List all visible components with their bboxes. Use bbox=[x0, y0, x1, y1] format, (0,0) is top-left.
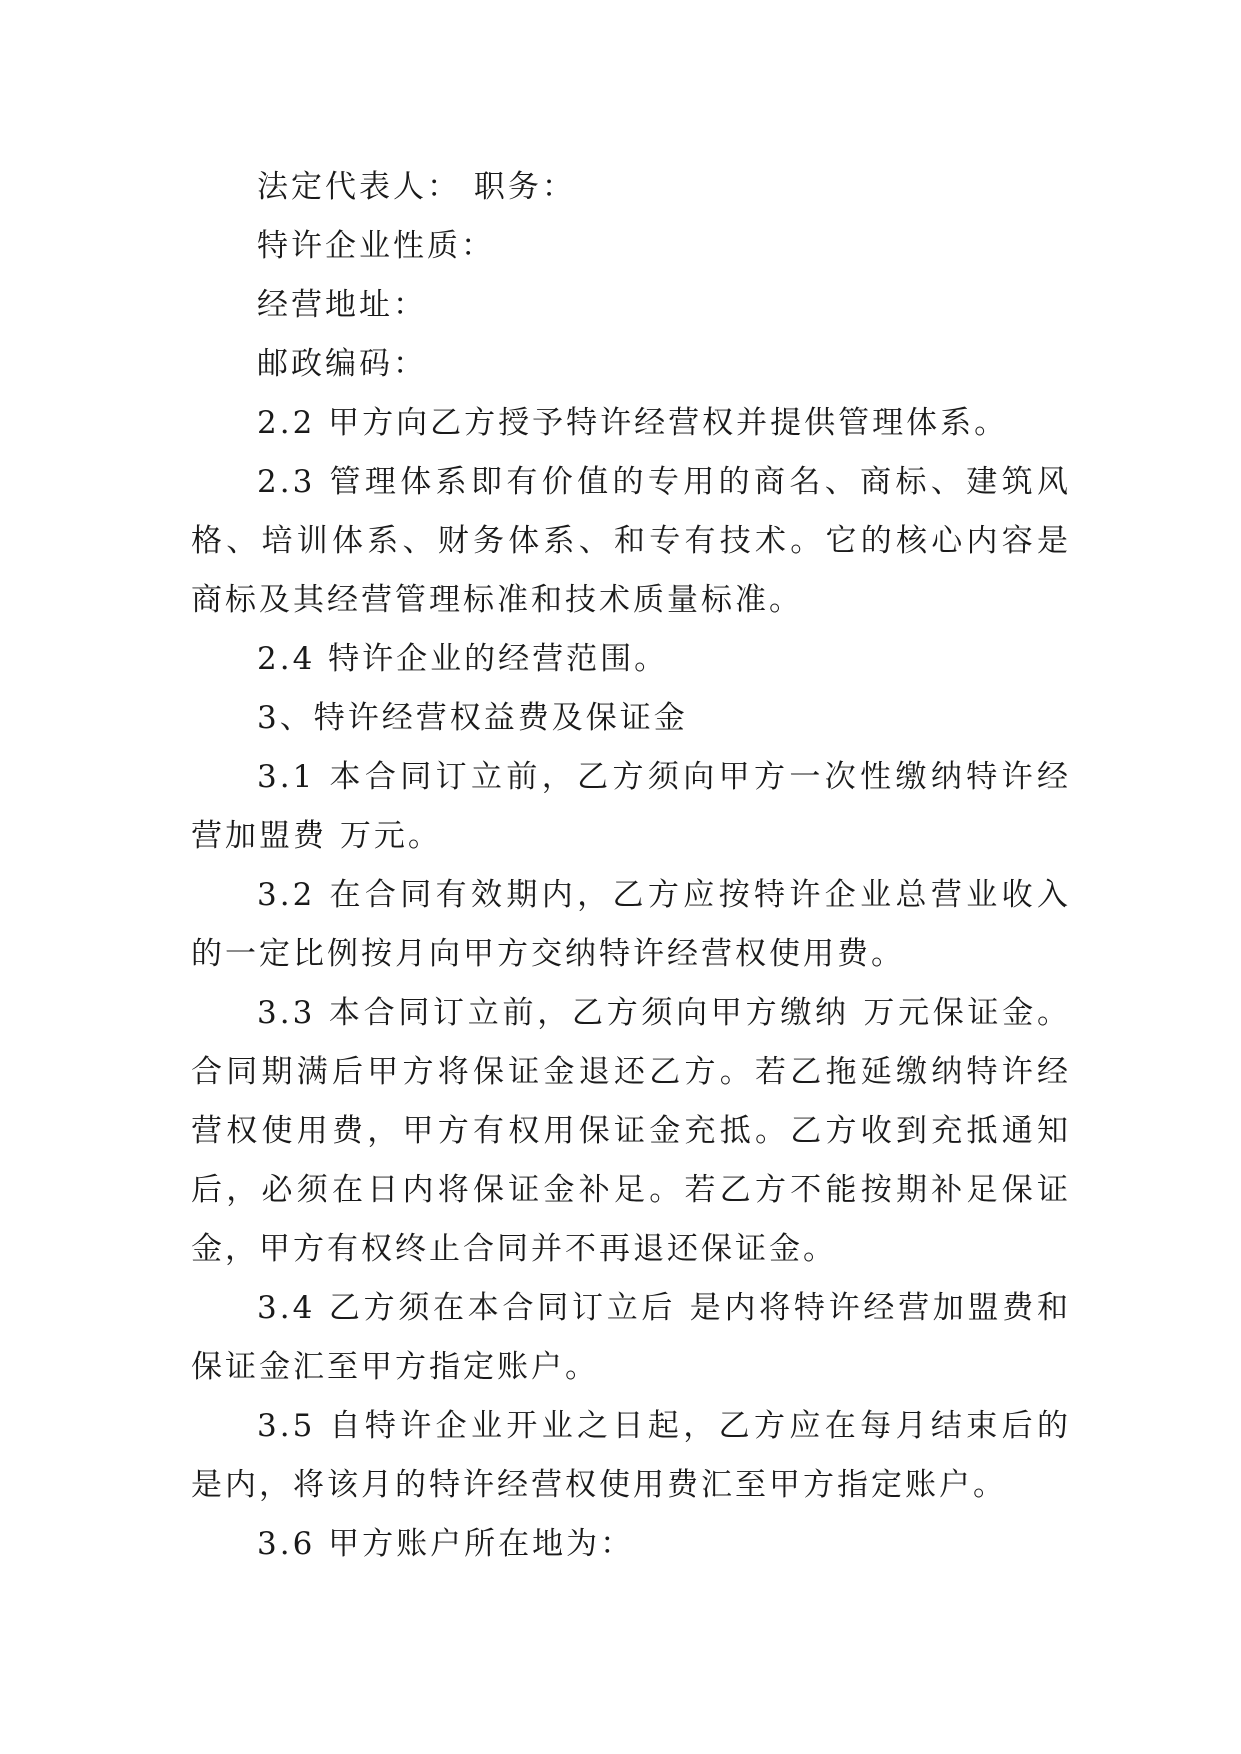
clause-3-5: 3.5 自特许企业开业之日起，乙方应在每月结束后的 是内，将该月的特许经营权使用费汇至甲方指定账户。 bbox=[191, 1408, 1071, 1503]
clause-3-3: 3.3 本合同订立前，乙方须向甲方缴纳 万元保证金。合同期满后甲方将保证金退还乙方。若乙拖延缴纳特许经营权使用费，甲方有权用保证金充抵。乙方收到充抵通知后，必须在日内将保证金补足。若乙方不能按期补足保证金，甲方有权终止合同并不再退还保证金。 bbox=[191, 995, 1071, 1267]
legal-representative-line: 法定代表人： 职务： bbox=[257, 169, 576, 205]
clause-2-2: 2.2 甲方向乙方授予特许经营权并提供管理体系。 bbox=[257, 405, 1009, 441]
clause-2-3: 2.3 管理体系即有价值的专用的商名、商标、建筑风格、培训体系、财务体系、和专有技术。它的核心内容是 商标及其经营管理标准和技术质量标准。 bbox=[191, 464, 1071, 618]
postal-code-line: 邮政编码： bbox=[257, 346, 427, 382]
clause-3-6: 3.6 甲方账户所在地为： bbox=[257, 1526, 635, 1562]
clause-3-4: 3.4 乙方须在本合同订立后 是内将特许经营加盟费和保证金汇至甲方指定账户。 bbox=[191, 1290, 1071, 1385]
clause-3-1: 3.1 本合同订立前，乙方须向甲方一次性缴纳特许经营加盟费 万元。 bbox=[191, 759, 1071, 854]
section-3-heading: 3、特许经营权益费及保证金 bbox=[257, 700, 688, 736]
business-address-line: 经营地址： bbox=[257, 287, 427, 323]
clause-2-4: 2.4 特许企业的经营范围。 bbox=[257, 641, 669, 677]
document-body bbox=[191, 158, 1071, 1574]
enterprise-nature-line: 特许企业性质： bbox=[257, 228, 495, 264]
clause-3-2: 3.2 在合同有效期内，乙方应按特许企业总营业收入的一定比例按月向甲方交纳特许经营权使用费。 bbox=[191, 877, 1071, 972]
